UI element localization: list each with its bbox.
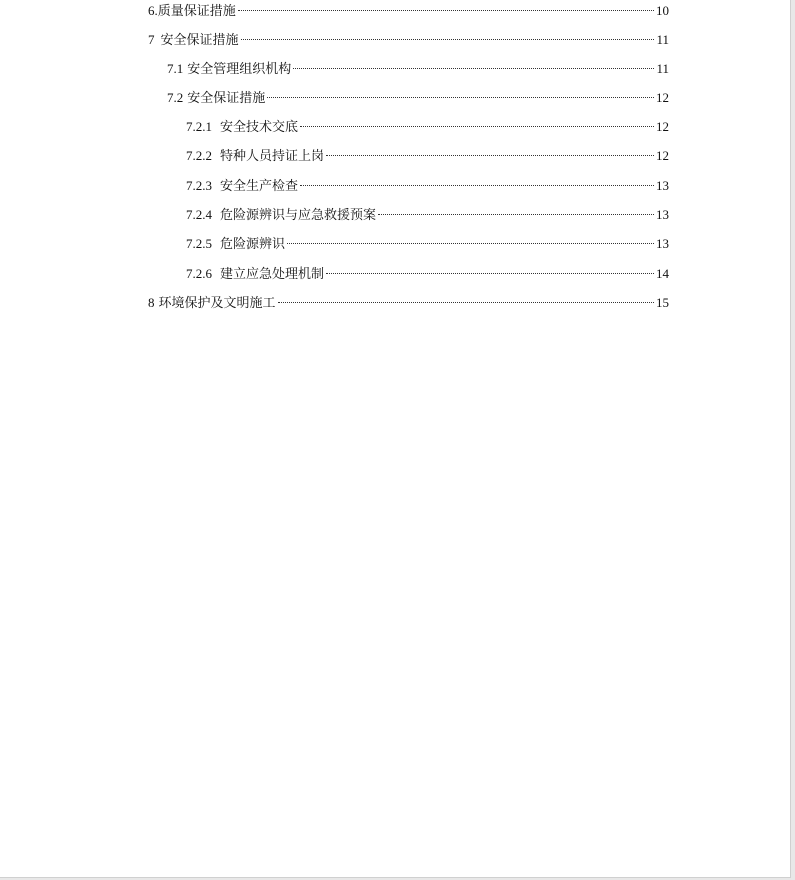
- toc-leader-dots: [326, 273, 654, 274]
- toc-page-number: 13: [656, 178, 669, 193]
- toc-entry-7-2-4[interactable]: [186, 205, 669, 225]
- toc-leader-dots: [278, 302, 654, 303]
- toc-entry-7-2-2[interactable]: [186, 146, 669, 166]
- toc-leader-dots: [378, 214, 654, 215]
- toc-entry-title: 7.2.3 安全生产检查: [186, 178, 299, 194]
- toc-page-number: 12: [656, 119, 669, 134]
- toc-entry-7-2[interactable]: [167, 88, 669, 108]
- toc-leader-dots: [267, 97, 654, 98]
- toc-page-number: 12: [656, 90, 669, 105]
- toc-leader-dots: [293, 68, 654, 69]
- toc-page-number: 14: [656, 266, 669, 281]
- toc-entry-title: 7.2.2 特种人员持证上岗: [186, 148, 325, 164]
- toc-page-number: 15: [656, 295, 669, 310]
- toc-page-number: 11: [656, 32, 669, 47]
- toc-leader-dots: [238, 10, 654, 11]
- toc-entry-7-2-1[interactable]: [186, 117, 669, 137]
- toc-entry-title: 6.质量保证措施: [148, 3, 236, 19]
- toc-leader-dots: [287, 243, 654, 244]
- toc-entry-6[interactable]: [148, 1, 669, 21]
- toc-entry-7[interactable]: [148, 30, 669, 50]
- toc-entry-8[interactable]: [148, 293, 669, 313]
- toc-entry-title: 7 安全保证措施: [148, 32, 239, 48]
- toc-entry-title: 7.2.1 安全技术交底: [186, 119, 299, 135]
- toc-entry-title: 7.2.4 危险源辨识与应急救援预案: [186, 207, 377, 223]
- toc-leader-dots: [300, 185, 654, 186]
- toc-leader-dots: [326, 155, 654, 156]
- toc-page-number: 13: [656, 236, 669, 251]
- toc-page-number: 13: [656, 207, 669, 222]
- toc-page-number: 10: [656, 3, 669, 18]
- toc-entry-7-2-3[interactable]: [186, 176, 669, 196]
- toc-entry-title: 8 环境保护及文明施工: [148, 295, 276, 311]
- toc-page-number: 12: [656, 148, 669, 163]
- toc-entry-title: 7.2.6 建立应急处理机制: [186, 266, 325, 282]
- toc-entry-7-1[interactable]: [167, 59, 669, 79]
- toc-entry-title: 7.2 安全保证措施: [167, 90, 266, 106]
- toc-entry-title: 7.1 安全管理组织机构: [167, 61, 292, 77]
- toc-leader-dots: [300, 126, 654, 127]
- toc-entry-title: 7.2.5 危险源辨识: [186, 236, 286, 252]
- toc-entry-7-2-5[interactable]: [186, 234, 669, 254]
- toc-leader-dots: [241, 39, 655, 40]
- toc-page-number: 11: [656, 61, 669, 76]
- toc-entry-7-2-6[interactable]: [186, 264, 669, 284]
